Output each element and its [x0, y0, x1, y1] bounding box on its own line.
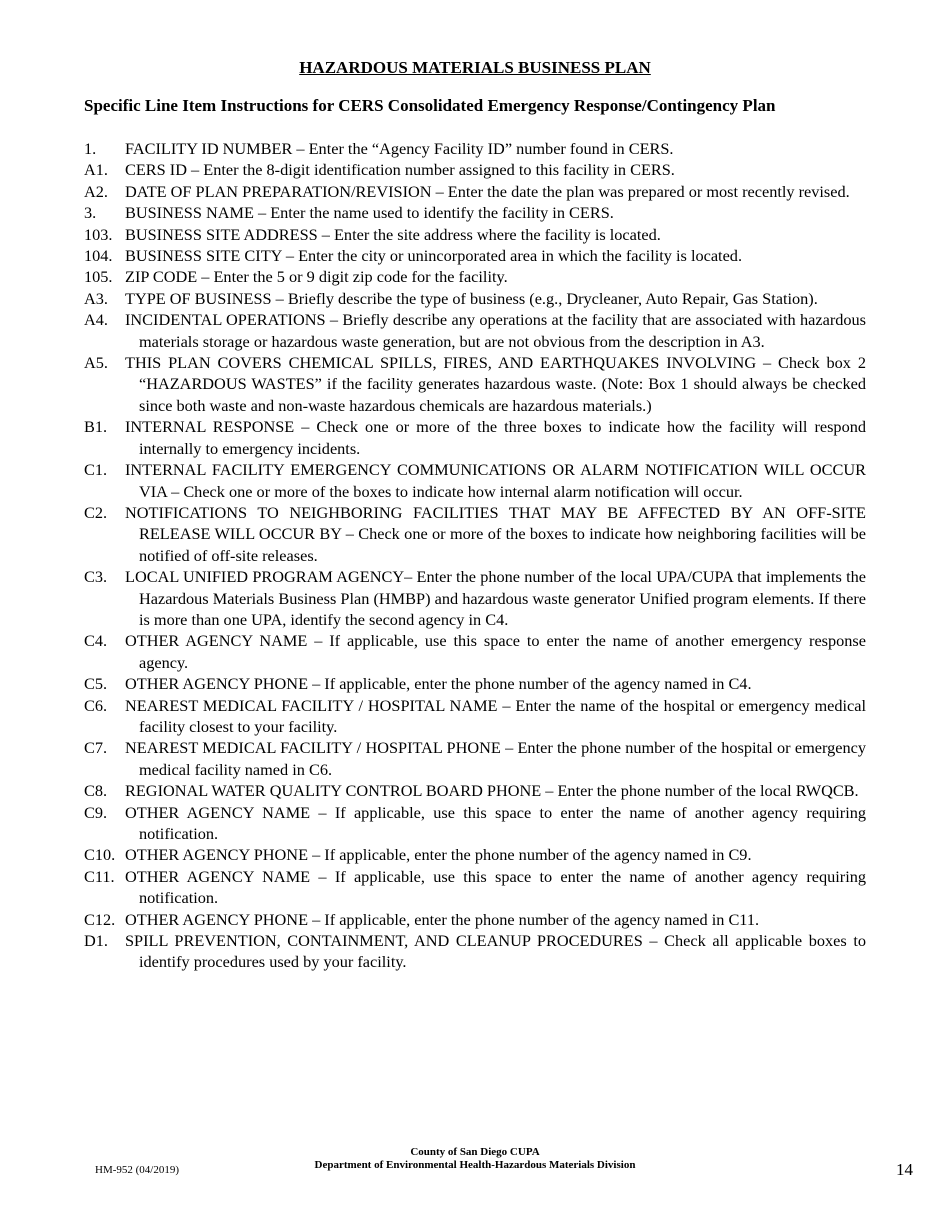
- footer-line-2: Department of Environmental Health-Hazardous Materials Division: [314, 1159, 636, 1171]
- item-number: C3.: [84, 567, 108, 587]
- page-title: HAZARDOUS MATERIALS BUSINESS PLAN: [299, 58, 651, 77]
- item-number: C4.: [84, 631, 108, 651]
- item-number: A4.: [84, 310, 108, 330]
- item-text: THIS PLAN COVERS CHEMICAL SPILLS, FIRES, AND EARTHQUAKES INVOLVING – Check box 2 “HAZARDOUS WASTES” if the facility generates hazardous waste. (Note: Box 1 should always be checked since both waste and non-waste hazardous chemicals are hazardous materials.): [125, 353, 866, 415]
- list-item: [84, 181, 866, 202]
- list-item: [84, 566, 866, 630]
- list-item: [84, 802, 866, 845]
- list-item: [84, 866, 866, 909]
- item-text: TYPE OF BUSINESS – Briefly describe the type of business (e.g., Drycleaner, Auto Repair, Gas Station).: [125, 288, 818, 308]
- item-number: C12.: [84, 909, 116, 929]
- item-text: DATE OF PLAN PREPARATION/REVISION – Enter the date the plan was prepared or most recently revised.: [125, 181, 850, 201]
- list-item: [84, 224, 866, 245]
- list-item: [84, 266, 866, 287]
- item-text: INTERNAL FACILITY EMERGENCY COMMUNICATIONS OR ALARM NOTIFICATION WILL OCCUR VIA – Check one or more of the boxes to indicate how internal alarm notification will occur.: [125, 460, 866, 501]
- item-text: REGIONAL WATER QUALITY CONTROL BOARD PHONE – Enter the phone number of the local RWQCB.: [125, 781, 859, 801]
- item-text: INCIDENTAL OPERATIONS – Briefly describe any operations at the facility that are associated with hazardous materials storage or hazardous waste generation, but are not obvious from the description in A3.: [125, 310, 866, 351]
- instruction-list: [84, 138, 866, 973]
- footer-line-1: County of San Diego CUPA: [410, 1146, 540, 1158]
- item-number: 105.: [84, 267, 113, 287]
- item-text: BUSINESS NAME – Enter the name used to identify the facility in CERS.: [125, 203, 614, 223]
- item-number: 104.: [84, 246, 113, 266]
- list-item: [84, 416, 866, 459]
- item-text: CERS ID – Enter the 8-digit identification number assigned to this facility in CERS.: [125, 160, 675, 180]
- list-item: [84, 909, 866, 930]
- list-item: [84, 502, 866, 566]
- item-text: OTHER AGENCY NAME – If applicable, use this space to enter the name of another agency requiring notification.: [125, 866, 866, 908]
- item-number: B1.: [84, 417, 108, 437]
- item-text: OTHER AGENCY PHONE – If applicable, enter the phone number of the agency named in C9.: [125, 845, 752, 865]
- item-number: C11.: [84, 866, 115, 886]
- item-text: FACILITY ID NUMBER – Enter the “Agency Facility ID” number found in CERS.: [125, 139, 674, 158]
- list-item: [84, 737, 866, 780]
- item-number: C7.: [84, 738, 108, 758]
- list-item: [84, 780, 866, 801]
- item-number: C6.: [84, 695, 108, 715]
- item-text: OTHER AGENCY PHONE – If applicable, enter the phone number of the agency named in C4.: [125, 674, 752, 694]
- item-number: C5.: [84, 674, 108, 694]
- item-text: NEAREST MEDICAL FACILITY / HOSPITAL PHONE – Enter the phone number of the hospital or emergency medical facility named in C6.: [125, 738, 866, 779]
- item-number: C1.: [84, 460, 108, 480]
- list-item: [84, 844, 866, 865]
- item-text: LOCAL UNIFIED PROGRAM AGENCY– Enter the phone number of the local UPA/CUPA that implements the Hazardous Materials Business Plan (HMBP) and hazardous waste generator Unified program elements. If there is more than one UPA, identify the second agency in C4.: [125, 567, 866, 629]
- item-text: OTHER AGENCY PHONE – If applicable, enter the phone number of the agency named in C11.: [125, 909, 760, 929]
- item-number: C9.: [84, 802, 108, 822]
- list-item: [84, 202, 866, 223]
- list-item: [84, 673, 866, 694]
- item-text: BUSINESS SITE CITY – Enter the city or unincorporated area in which the facility is located.: [125, 246, 743, 266]
- item-number: A3.: [84, 288, 108, 308]
- item-number: A5.: [84, 353, 108, 373]
- list-item: [84, 459, 866, 502]
- list-item: [84, 630, 866, 673]
- item-text: SPILL PREVENTION, CONTAINMENT, AND CLEANUP PROCEDURES – Check all applicable boxes to identify procedures used by your facility.: [125, 931, 866, 972]
- list-item: [84, 309, 866, 352]
- list-item: [84, 695, 866, 738]
- page-number: 14: [896, 1160, 913, 1179]
- item-number: 103.: [84, 224, 113, 244]
- item-number: D1.: [84, 931, 108, 951]
- list-item: [84, 930, 866, 973]
- list-item: [84, 245, 866, 266]
- item-number: A1.: [84, 160, 108, 180]
- item-number: C10.: [84, 845, 116, 865]
- item-text: BUSINESS SITE ADDRESS – Enter the site address where the facility is located.: [125, 224, 661, 244]
- section-heading: Specific Line Item Instructions for CERS Consolidated Emergency Response/Contingency Plan: [84, 96, 776, 115]
- list-item: [84, 352, 866, 416]
- item-text: NOTIFICATIONS TO NEIGHBORING FACILITIES THAT MAY BE AFFECTED BY AN OFF-SITE RELEASE WILL OCCUR BY – Check one or more of the boxes to indicate how neighboring facilities will be notified of off-site releases.: [125, 502, 866, 565]
- list-item: [84, 288, 866, 309]
- item-text: ZIP CODE – Enter the 5 or 9 digit zip code for the facility.: [125, 267, 508, 287]
- item-number: 3.: [84, 203, 97, 223]
- item-number: C2.: [84, 502, 108, 522]
- form-id: HM-952 (04/2019): [95, 1164, 180, 1176]
- list-item: [84, 159, 866, 180]
- item-text: NEAREST MEDICAL FACILITY / HOSPITAL NAME – Enter the name of the hospital or emergency medical facility closest to your facility.: [125, 695, 866, 736]
- item-text: OTHER AGENCY NAME – If applicable, use this space to enter the name of another emergency response agency.: [125, 631, 866, 672]
- item-number: 1.: [84, 139, 97, 158]
- list-item: [84, 138, 866, 159]
- item-text: OTHER AGENCY NAME – If applicable, use this space to enter the name of another agency requiring notification.: [125, 802, 866, 843]
- item-text: INTERNAL RESPONSE – Check one or more of the three boxes to indicate how the facility will respond internally to emergency incidents.: [125, 417, 866, 458]
- item-number: C8.: [84, 781, 108, 801]
- item-number: A2.: [84, 181, 108, 201]
